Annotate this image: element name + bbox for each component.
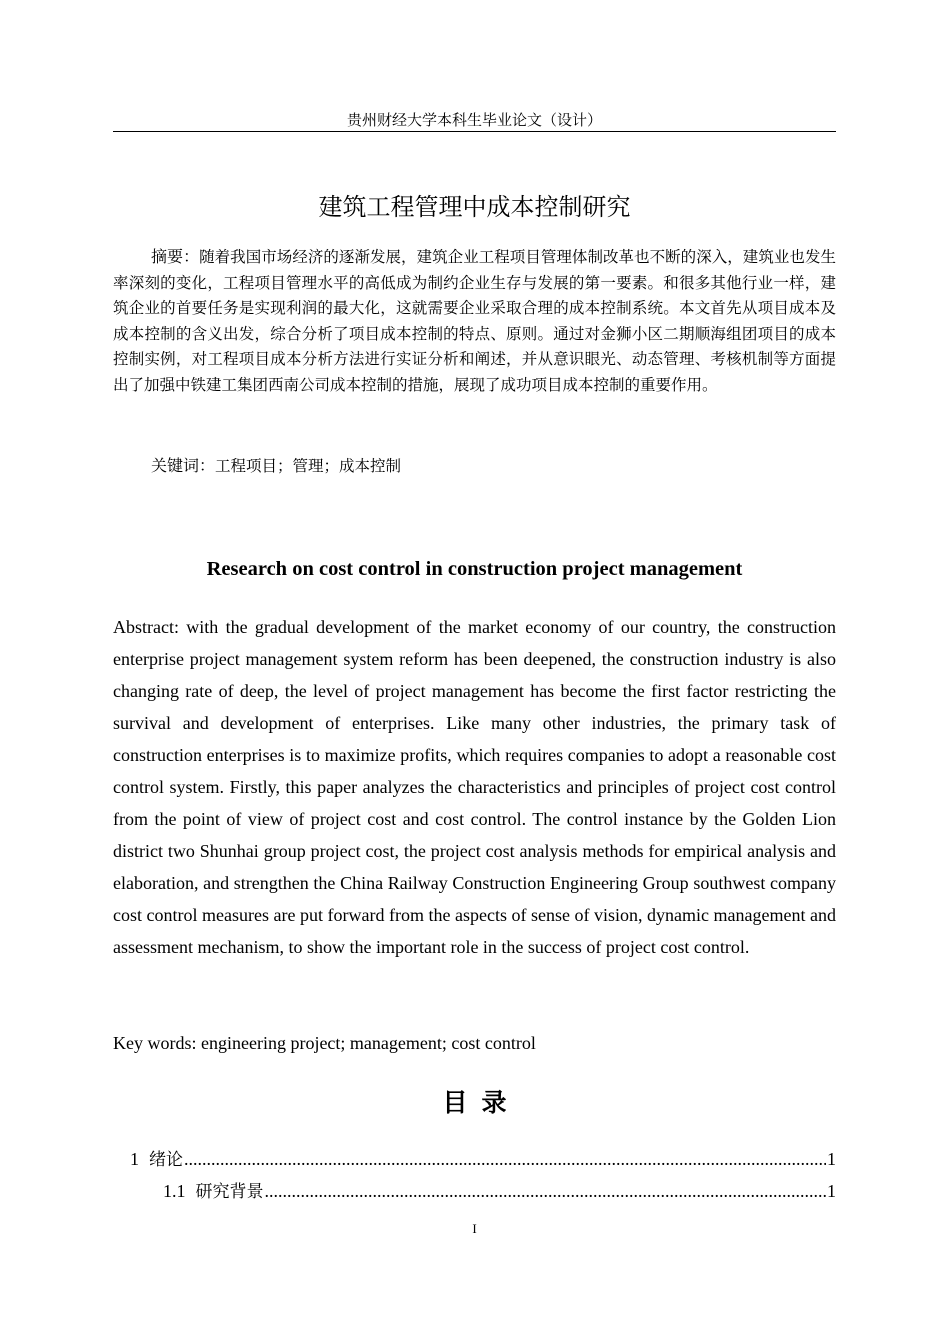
chinese-title: 建筑工程管理中成本控制研究 (318, 193, 631, 221)
toc-entry[interactable] (130, 1144, 836, 1175)
toc-entry-number: 1 (130, 1149, 139, 1169)
english-abstract: Abstract: with the gradual development of the market economy of our country, the construction enterprise project management system reform has been deepened, the construction industry is also changing rate of deep, the level of project management has become the first factor restricting the survival and development of enterprises. Like many other industries, the primary task of construction enterprises is to maximize profits, which requires companies to adopt a reasonable cost control system. Firstly, this paper analyzes the characteristics and principles of project cost control from the point of view of project cost and cost control. The control instance by the Golden Lion district two Shunhai group project cost, the project cost analysis methods for empirical analysis and elaboration, and strengthen the China Railway Construction Engineering Group southwest company cost control measures are put forward from the aspects of sense of vision, dynamic management and assessment mechanism, to show the important role in the success of project cost control. (113, 617, 836, 957)
toc-entry-text: 绪论 (149, 1150, 183, 1170)
english-keywords: Key words: engineering project; management; cost control (113, 1033, 536, 1053)
toc-title: 目录 (442, 1088, 521, 1117)
page-header: 贵州财经大学本科生毕业论文（设计） (346, 111, 602, 129)
toc-dot-leader (184, 1144, 826, 1174)
chinese-abstract-text: 随着我国市场经济的逐渐发展，建筑企业工程项目管理体制改革也不断的深入，建筑业也发生率深刻的变化，工程项目管理水平的高低成为制约企业生存与发展的第一要素。和很多其他行业一样，建筑企业的首要任务是实现利润的最大化，这就需要企业采取合理的成本控制系统。本文首先从项目成本及成本控制的含义出发，综合分析了项目成本控制的特点、原则。通过对金狮小区二期顺海组团项目的成本控制实例，对工程项目成本分析方法进行实证分析和阐述，并从意识眼光、动态管理、考核机制等方面提出了加强中铁建工集团西南公司成本控制的措施，展现了成功项目成本控制的重要作用。 (113, 248, 836, 394)
toc-entry[interactable] (163, 1176, 836, 1207)
chinese-keywords-text: 工程项目；管理；成本控制 (215, 457, 402, 475)
toc-entry-page: 1 (827, 1149, 836, 1169)
toc-entry-page: 1 (827, 1181, 836, 1201)
chinese-keywords (151, 453, 401, 479)
toc-entry-number: 1.1 (163, 1181, 186, 1201)
toc-entry-text: 研究背景 (195, 1182, 264, 1202)
chinese-abstract-label: 摘要： (151, 247, 200, 266)
page-number: I (472, 1221, 477, 1236)
chinese-abstract (113, 244, 836, 398)
header-rule (113, 131, 836, 132)
english-title: Research on cost control in construction project management (206, 558, 743, 580)
toc-dot-leader (265, 1176, 827, 1206)
chinese-keywords-label: 关键词： (151, 456, 216, 475)
